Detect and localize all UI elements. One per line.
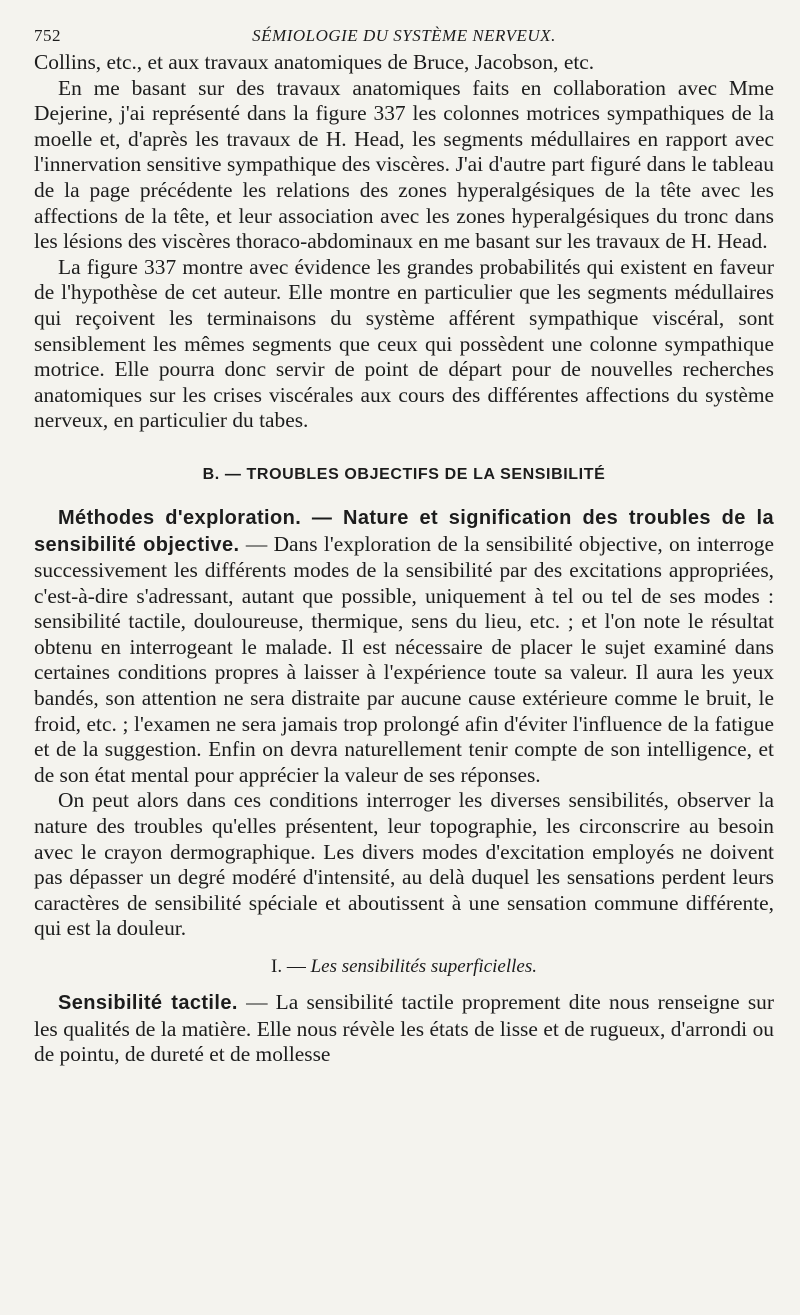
tactile-block: [34, 990, 774, 1068]
section-heading-1: [34, 956, 774, 978]
running-title: SÉMIOLOGIE DU SYSTÈME NERVEUX.: [252, 26, 556, 45]
paragraph-tactile: [34, 990, 774, 1068]
book-page: [34, 20, 774, 1068]
tactile-lead: Sensibilité tactile.: [58, 992, 238, 1014]
paragraph-dejerine: En me basant sur des travaux anatomiques faits en collaboration avec Mme Dejerine, j'ai représenté dans la figure 337 les colonnes motrices sympathiques de la moelle et, d'après les travaux de H. Head, les segments médullaires en rapport avec l'innervation sensitive sympathique des viscères. J'ai d'autre part figuré dans le tableau de la page précédente les relations des zones hyperalgésiques de la tête avec les affections de la tête, et leur association avec les zones hyperalgésiques du tronc dans les lésions des viscères thoraco-abdominaux en me basant sur les travaux de H. Head.: [34, 75, 774, 254]
methodes-lead: Méthodes d'exploration. — Nature et signification des troubles de la sensibilité objective.: [34, 506, 774, 556]
methodes-text: — Dans l'exploration de la sensibilité objective, on interroge successivement les différents modes de la sensibilité par des excitations appropriées, c'est-à-dire s'adressant, autant que possible, uniquement à tel ou tel de ses modes : sensibilité tactile, douloureuse, thermique, sens du lieu, etc. ; et l'on note le résultat obtenu en interrogeant le malade. Il est nécessaire de placer le sujet examiné dans certaines conditions propres à laisser à l'expérience toute sa valeur. Il aura les yeux bandés, son attention ne sera distraite par aucune cause extérieure comme le bruit, le froid, etc. ; l'examen ne sera jamais trop prolongé afin d'éviter l'influence de la fatigue et de la suggestion. Enfin on devra naturellement tenir compte de son intelligence, et de son état mental pour apprécier la valeur de ses réponses.: [34, 531, 775, 787]
paragraph-methodes: [34, 505, 774, 789]
section-dash: —: [224, 465, 242, 483]
section-1-title: Les sensibilités superficielles.: [310, 956, 537, 977]
section-letter: B.: [202, 465, 220, 483]
methodes-block: [34, 505, 774, 942]
paragraph-figure-337: La figure 337 montre avec évidence les grandes probabilités qui existent en faveur de l'hypothèse de cet auteur. Elle montre en particulier que les segments médullaires qui reçoivent les terminaisons du système afférent sympathique viscéral, sont sensiblement les mêmes segments que ceux qui possèdent une colonne sympathique motrice. Elle pourra donc servir de point de départ pour de nouvelles recherches anatomiques sur les crises viscérales aux cours des différentes affections du système nerveux, en particulier du tabes.: [34, 254, 774, 433]
paragraph-continuation: Collins, etc., et aux travaux anatomiques de Bruce, Jacobson, etc.: [34, 50, 595, 74]
section-title: TROUBLES OBJECTIFS DE LA SENSIBILITÉ: [246, 465, 606, 483]
body-text: [34, 50, 774, 434]
paragraph-conditions: On peut alors dans ces conditions interroger les diverses sensibilités, observer la nature des troubles qu'elles présentent, leur topographie, les circonscrire au besoin avec le crayon dermographique. Les divers modes d'excitation employés ne doivent pas dépasser un degré modéré d'intensité, au delà duquel les sensations perdent leurs caractères de sensibilité spéciale et aboutissent à une sensation commune différente, qui est la douleur.: [34, 788, 774, 941]
page-number: 752: [34, 26, 61, 45]
tactile-text: — La sensibilité tactile proprement dite nous renseigne sur les qualités de la matière. Elle nous révèle les états de lisse et de rugueux, d'arrondi ou de pointu, de dureté et de mollesse: [34, 990, 774, 1067]
section-numeral: I. —: [271, 956, 306, 977]
section-heading-b: [34, 466, 774, 484]
running-head: [34, 20, 774, 50]
